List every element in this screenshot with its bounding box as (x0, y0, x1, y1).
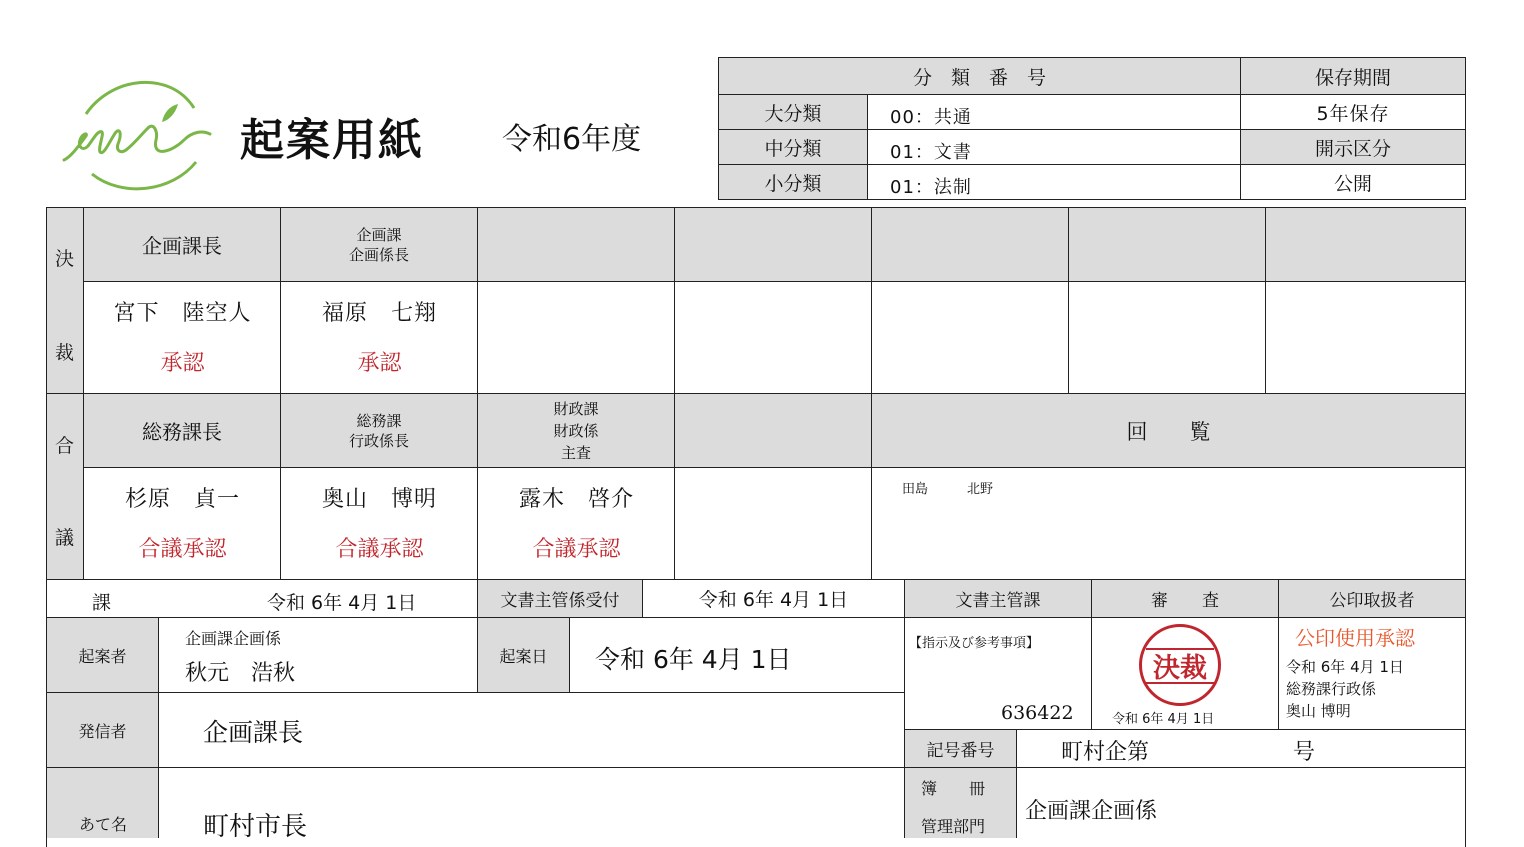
aigi-side (47, 394, 84, 580)
kessai-title-7 (1266, 208, 1465, 282)
kigou-cell (1017, 730, 1465, 768)
aigi-status-2: 合議承認 (335, 537, 424, 562)
koin-date: 令和 6年 4月 1日 (1286, 658, 1404, 676)
atena-label: あて名 (78, 815, 127, 834)
aigi-cell-3 (478, 468, 675, 580)
retention-value: 5年保存 (1241, 95, 1465, 130)
bosatsu-cell (1017, 768, 1465, 838)
atena-label-cell (47, 768, 159, 838)
stamp-text: 決裁 (1153, 652, 1207, 684)
kianja-label: 起案者 (47, 618, 159, 693)
shinsa-cell (1092, 618, 1279, 730)
sho-bunrui-value: 01：法制 (868, 165, 1241, 199)
dai-bunrui-value: 00：共通 (868, 95, 1241, 130)
atena-cell (159, 768, 905, 842)
kairan-names: 田島 北野 (902, 482, 994, 497)
retention-header: 保存期間 (1241, 58, 1465, 95)
disclosure-value: 公開 (1333, 172, 1372, 195)
kessai-status-1: 承認 (160, 351, 205, 376)
kianja-name: 秋元 浩秋 (185, 661, 296, 686)
sho-bunrui-label: 小分類 (719, 165, 868, 199)
koin-label: 公印取扱者 (1279, 580, 1465, 618)
shinsa-date: 令和 6年 4月 1日 (1112, 712, 1215, 727)
aigi-title-1: 総務課長 (84, 394, 281, 468)
kessai-cell-7 (1266, 282, 1465, 394)
koin-status: 公印使用承認 (1295, 626, 1415, 650)
shiji-cell (905, 618, 1092, 730)
kessai-side-2: 裁 (55, 342, 75, 364)
kessai-cell-4 (675, 282, 872, 394)
aigi-title-2: 総務課 行政係長 (281, 394, 478, 468)
chu-bunrui-label: 中分類 (719, 130, 868, 165)
aigi-title-4 (675, 394, 872, 468)
bosatsu-label-1: 簿 冊 (921, 779, 986, 798)
kigou-label: 記号番号 (905, 730, 1017, 768)
bosatsu-value: 企画課企画係 (1025, 799, 1158, 824)
kessai-status-2: 承認 (357, 351, 402, 376)
shiji-number: 636422 (1001, 702, 1074, 724)
bunsho-shukan-label: 文書主管課 (905, 580, 1092, 618)
kessai-cell-6 (1069, 282, 1266, 394)
hasshin-label: 発信者 (47, 693, 159, 768)
kianbi-date: 令和 6年 4月 1日 (595, 645, 792, 674)
bunrui-header: 分 類 番 号 (719, 58, 1241, 95)
ka-row (47, 580, 478, 618)
koin-dept: 総務課行政係 (1286, 680, 1377, 698)
chu-bunrui-value: 01：文書 (868, 130, 1241, 165)
aigi-title-3: 財政課 財政係 主査 (478, 394, 675, 468)
kairan-header: 回 覧 (872, 394, 1465, 468)
disclosure-label: 開示区分 (1241, 130, 1465, 165)
shinsa-label: 審 査 (1092, 580, 1279, 618)
kessai-side-1: 決 (55, 248, 75, 270)
kianja-cell (159, 618, 478, 693)
kessai-stamp (1139, 624, 1221, 706)
aigi-cell-2 (281, 468, 478, 580)
kessai-cell-2 (281, 282, 478, 394)
kessai-title-3 (478, 208, 675, 282)
aigi-cell-1 (84, 468, 281, 580)
aigi-name-1: 杉原 貞一 (124, 487, 240, 512)
aigi-name-3: 露木 啓介 (518, 487, 634, 512)
kessai-title-6 (1069, 208, 1266, 282)
hasshin-value: 企画課長 (203, 718, 304, 747)
bosatsu-label-2: 管理部門 (921, 817, 986, 836)
aigi-status-1: 合議承認 (138, 537, 227, 562)
shiji-label: 【指示及び参考事項】 (909, 636, 1040, 651)
hasshin-cell (159, 693, 905, 768)
ka-date: 令和 6年 4月 1日 (267, 592, 417, 614)
kessai-title-4 (675, 208, 872, 282)
page-title: 起案用紙 (240, 115, 424, 166)
uketsuke-label: 文書主管係受付 (478, 580, 643, 618)
aigi-status-3: 合議承認 (532, 537, 621, 562)
kessai-cell-1 (84, 282, 281, 394)
uketsuke-date: 令和 6年 4月 1日 (643, 580, 905, 618)
kigou-value: 町村企第 (1061, 740, 1150, 765)
aigi-side-1: 合 (55, 435, 75, 457)
dai-bunrui-label: 大分類 (719, 95, 868, 130)
kianja-dept: 企画課企画係 (185, 629, 282, 648)
aigi-side-2: 議 (55, 527, 75, 549)
fiscal-year: 令和6年度 (502, 122, 642, 157)
stamp-line-top (1146, 648, 1214, 650)
kianbi-label: 起案日 (478, 618, 570, 693)
aigi-cell-4 (675, 468, 872, 580)
kessai-title-1: 企画課長 (84, 208, 281, 282)
kianbi-cell (570, 618, 905, 693)
kessai-title-5 (872, 208, 1069, 282)
kessai-cell-5 (872, 282, 1069, 394)
kessai-cell-3 (478, 282, 675, 394)
koin-name: 奥山 博明 (1286, 702, 1351, 720)
kessai-name-1: 宮下 陸空人 (113, 301, 252, 326)
kessai-name-2: 福原 七翔 (321, 301, 437, 326)
atena-value: 町村市長 (203, 812, 308, 842)
kessai-title-2: 企画課 企画係長 (281, 208, 478, 282)
aigi-name-2: 奥山 博明 (321, 487, 437, 512)
kigou-suffix: 号 (1293, 740, 1316, 765)
kairan-cell (872, 468, 1465, 580)
logo-icon (52, 74, 222, 194)
koin-cell (1279, 618, 1465, 730)
ka-label: 課 (92, 592, 112, 614)
kessai-side (47, 208, 84, 394)
bosatsu-label-cell (905, 768, 1017, 838)
stamp-line-bottom (1146, 682, 1214, 684)
